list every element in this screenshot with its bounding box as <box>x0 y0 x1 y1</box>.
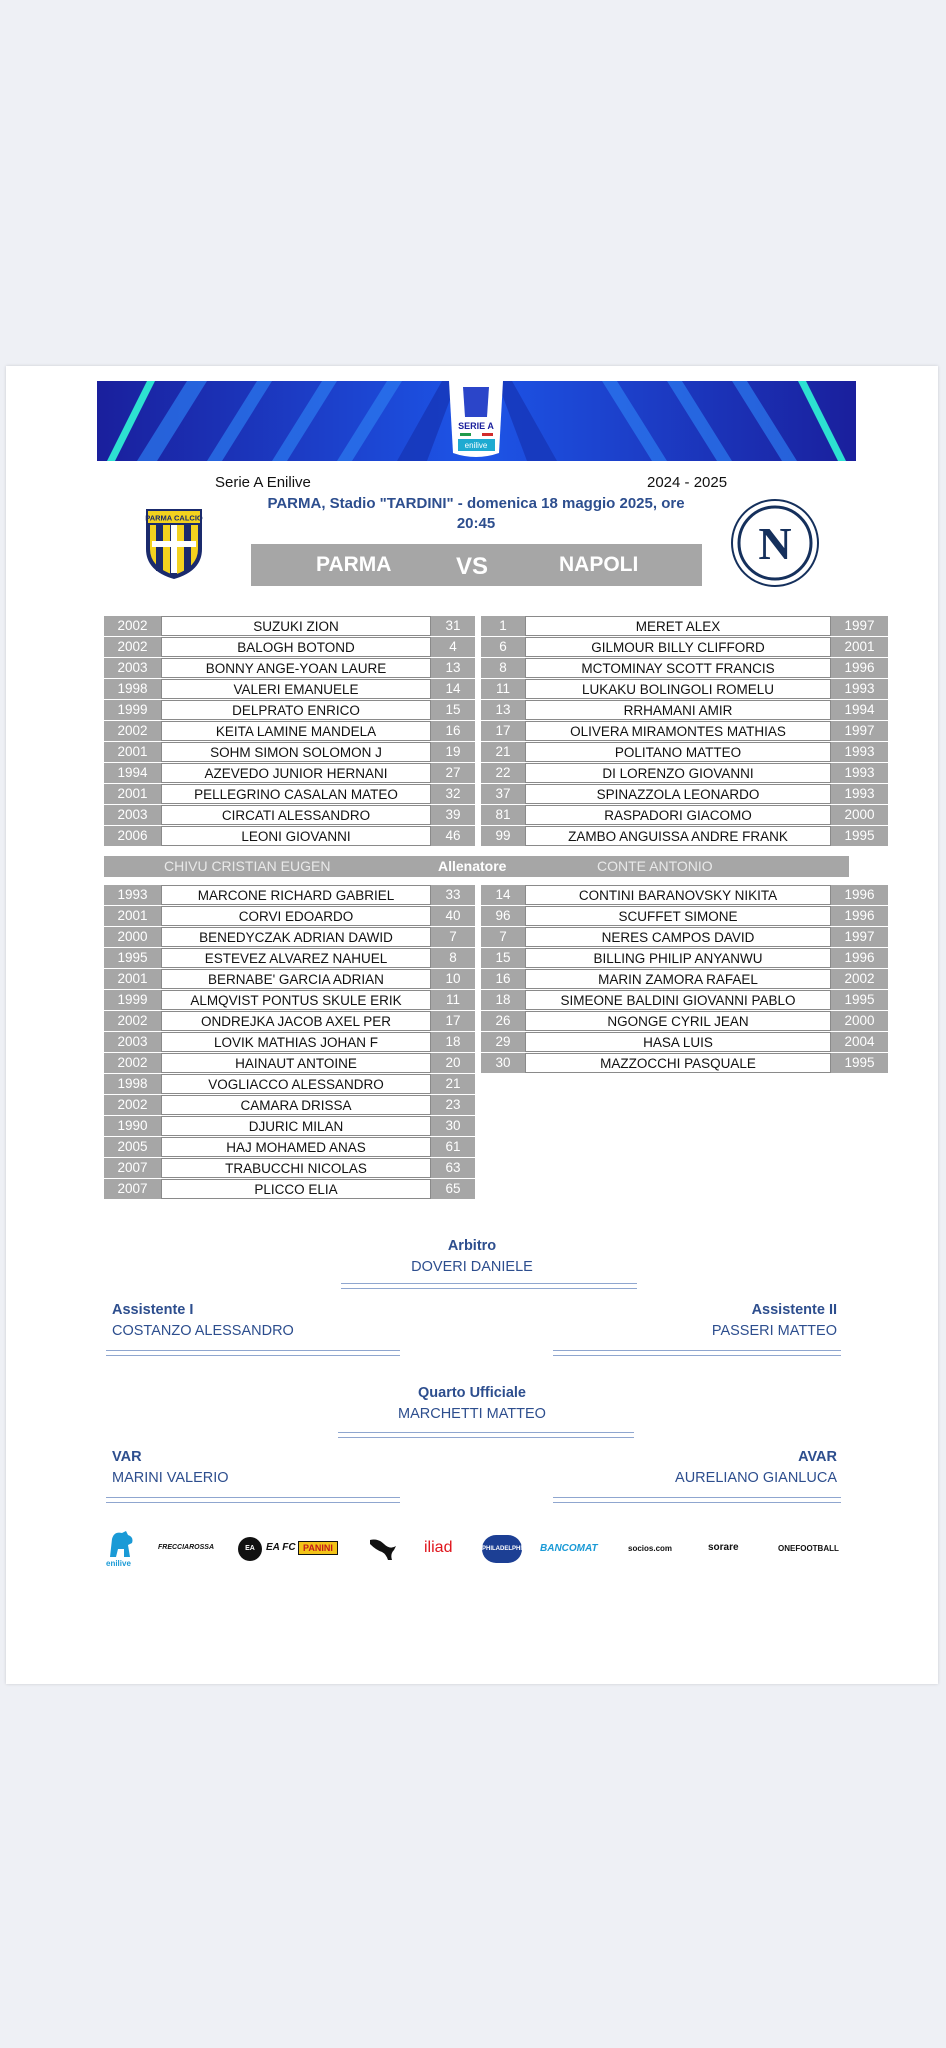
player-name: POLITANO MATTEO <box>525 742 831 762</box>
player-name: ZAMBO ANGUISSA ANDRE FRANK <box>525 826 831 846</box>
player-number: 17 <box>431 1011 475 1031</box>
sponsor-enilive: enilive <box>106 1559 131 1568</box>
player-name: OLIVERA MIRAMONTES MATHIAS <box>525 721 831 741</box>
player-number: 10 <box>431 969 475 989</box>
napoli-crest <box>730 498 820 593</box>
player-number: 13 <box>481 700 525 720</box>
var-title: VAR <box>112 1449 142 1465</box>
player-name: CORVI EDOARDO <box>161 906 431 926</box>
avar-title: AVAR <box>798 1449 837 1465</box>
player-year: 1994 <box>831 700 888 720</box>
player-name: BILLING PHILIP ANYANWU <box>525 948 831 968</box>
player-year: 1997 <box>831 721 888 741</box>
player-year: 2001 <box>831 637 888 657</box>
player-number: 23 <box>431 1095 475 1115</box>
player-name: MCTOMINAY SCOTT FRANCIS <box>525 658 831 678</box>
player-name: CAMARA DRISSA <box>161 1095 431 1115</box>
player-number: 7 <box>431 927 475 947</box>
player-name: BERNABE' GARCIA ADRIAN <box>161 969 431 989</box>
player-year: 2003 <box>104 1032 161 1052</box>
player-year: 2002 <box>104 1011 161 1031</box>
player-number: 8 <box>481 658 525 678</box>
player-number: 26 <box>481 1011 525 1031</box>
player-number: 22 <box>481 763 525 783</box>
sponsor-onefootball: ONEFOOTBALL <box>778 1544 839 1553</box>
player-year: 2000 <box>831 1011 888 1031</box>
player-number: 15 <box>431 700 475 720</box>
coach-label: Allenatore <box>438 858 507 874</box>
player-number: 4 <box>431 637 475 657</box>
var-line <box>106 1497 400 1503</box>
player-name: BENEDYCZAK ADRIAN DAWID <box>161 927 431 947</box>
player-year: 1995 <box>831 990 888 1010</box>
player-number: 17 <box>481 721 525 741</box>
player-year: 1997 <box>831 927 888 947</box>
fourth-official-line <box>338 1432 634 1438</box>
player-name: GILMOUR BILLY CLIFFORD <box>525 637 831 657</box>
player-number: 65 <box>431 1179 475 1199</box>
player-name: SPINAZZOLA LEONARDO <box>525 784 831 804</box>
sponsor-iliad: iliad <box>424 1539 453 1556</box>
player-number: 61 <box>431 1137 475 1157</box>
player-year: 1993 <box>831 763 888 783</box>
avar-line <box>553 1497 841 1503</box>
player-year: 2001 <box>104 784 161 804</box>
player-name: NGONGE CYRIL JEAN <box>525 1011 831 1031</box>
player-year: 2001 <box>104 742 161 762</box>
sponsor-socios: socios.com <box>628 1544 673 1553</box>
avar-name: AURELIANO GIANLUCA <box>675 1470 837 1486</box>
player-number: 15 <box>481 948 525 968</box>
player-name: CONTINI BARANOVSKY NIKITA <box>525 885 831 905</box>
player-name: RRHAMANI AMIR <box>525 700 831 720</box>
player-number: 30 <box>431 1116 475 1136</box>
player-name: CIRCATI ALESSANDRO <box>161 805 431 825</box>
player-name: NERES CAMPOS DAVID <box>525 927 831 947</box>
player-year: 2002 <box>104 1053 161 1073</box>
player-year: 2007 <box>104 1179 161 1199</box>
player-number: 11 <box>431 990 475 1010</box>
player-year: 2003 <box>104 805 161 825</box>
player-year: 1993 <box>831 742 888 762</box>
serie-a-banner <box>97 381 856 461</box>
player-name: LEONI GIOVANNI <box>161 826 431 846</box>
banner-logo-sub: enilive <box>464 441 488 450</box>
player-number: 8 <box>431 948 475 968</box>
assistant-1-line <box>106 1350 400 1356</box>
referee-line <box>341 1283 637 1289</box>
player-year: 2002 <box>104 616 161 636</box>
player-year: 1993 <box>831 679 888 699</box>
var-name: MARINI VALERIO <box>112 1470 229 1486</box>
player-number: 39 <box>431 805 475 825</box>
player-year: 1995 <box>104 948 161 968</box>
vs-label: VS <box>456 553 489 580</box>
player-name: BALOGH BOTOND <box>161 637 431 657</box>
player-number: 7 <box>481 927 525 947</box>
napoli-crest-letter: N <box>758 518 792 569</box>
assistant-2-name: PASSERI MATTEO <box>711 1323 837 1339</box>
player-year: 1998 <box>104 679 161 699</box>
player-name: MAZZOCCHI PASQUALE <box>525 1053 831 1073</box>
player-name: LOVIK MATHIAS JOHAN F <box>161 1032 431 1052</box>
player-name: AZEVEDO JUNIOR HERNANI <box>161 763 431 783</box>
player-number: 63 <box>431 1158 475 1178</box>
player-name: PELLEGRINO CASALAN MATEO <box>161 784 431 804</box>
player-name: VALERI EMANUELE <box>161 679 431 699</box>
player-name: DJURIC MILAN <box>161 1116 431 1136</box>
fourth-official-name: MARCHETTI MATTEO <box>398 1406 546 1422</box>
player-year: 2001 <box>104 969 161 989</box>
player-year: 2001 <box>104 906 161 926</box>
player-number: 18 <box>481 990 525 1010</box>
player-year: 2000 <box>104 927 161 947</box>
player-year: 2002 <box>831 969 888 989</box>
player-year: 2000 <box>831 805 888 825</box>
player-name: PLICCO ELIA <box>161 1179 431 1199</box>
player-number: 14 <box>431 679 475 699</box>
player-year: 2002 <box>104 1095 161 1115</box>
parma-crest <box>142 505 206 586</box>
sponsor-eafc-circle: EA <box>238 1537 262 1561</box>
sponsor-panini: PANINI <box>298 1541 338 1555</box>
enilive-dog-icon <box>106 1529 138 1559</box>
player-number: 1 <box>481 616 525 636</box>
player-year: 2002 <box>104 637 161 657</box>
player-name: SUZUKI ZION <box>161 616 431 636</box>
player-year: 1998 <box>104 1074 161 1094</box>
player-name: MERET ALEX <box>525 616 831 636</box>
venue-date <box>256 494 696 534</box>
player-year: 2007 <box>104 1158 161 1178</box>
referee-name: DOVERI DANIELE <box>411 1259 533 1275</box>
player-name: KEITA LAMINE MANDELA <box>161 721 431 741</box>
player-year: 1995 <box>831 1053 888 1073</box>
player-number: 21 <box>481 742 525 762</box>
player-name: HAINAUT ANTOINE <box>161 1053 431 1073</box>
player-name: ESTEVEZ ALVAREZ NAHUEL <box>161 948 431 968</box>
assistant-1-name: COSTANZO ALESSANDRO <box>112 1323 294 1339</box>
player-year: 1999 <box>104 700 161 720</box>
player-name: ALMQVIST PONTUS SKULE ERIK <box>161 990 431 1010</box>
player-number: 96 <box>481 906 525 926</box>
player-year: 1993 <box>831 784 888 804</box>
away-coach: CONTE ANTONIO <box>597 858 713 874</box>
fourth-official-title: Quarto Ufficiale <box>418 1385 526 1401</box>
player-number: 33 <box>431 885 475 905</box>
player-number: 11 <box>481 679 525 699</box>
player-name: ONDREJKA JACOB AXEL PER <box>161 1011 431 1031</box>
assistant-2-title: Assistente II <box>751 1302 837 1318</box>
player-name: DELPRATO ENRICO <box>161 700 431 720</box>
sponsor-bancomat: BANCOMAT <box>540 1543 598 1554</box>
player-year: 1997 <box>831 616 888 636</box>
player-name: RASPADORI GIACOMO <box>525 805 831 825</box>
player-number: 81 <box>481 805 525 825</box>
player-year: 2005 <box>104 1137 161 1157</box>
away-team-name: NAPOLI <box>559 553 639 576</box>
player-name: HASA LUIS <box>525 1032 831 1052</box>
player-number: 16 <box>431 721 475 741</box>
referee-title: Arbitro <box>447 1238 497 1254</box>
assistant-1-title: Assistente I <box>112 1302 194 1318</box>
match-sheet <box>6 366 938 1684</box>
match-bar <box>251 544 702 586</box>
player-number: 16 <box>481 969 525 989</box>
player-year: 2002 <box>104 721 161 741</box>
player-year: 1993 <box>104 885 161 905</box>
player-number: 46 <box>431 826 475 846</box>
venue-line-2: 20:45 <box>456 515 496 532</box>
player-name: SOHM SIMON SOLOMON J <box>161 742 431 762</box>
venue-line-1: PARMA, Stadio "TARDINI" - domenica 18 maggio 2025, ore <box>267 495 685 512</box>
parma-crest-text: PARMA CALCIO <box>145 513 203 523</box>
player-year: 1996 <box>831 885 888 905</box>
player-number: 32 <box>431 784 475 804</box>
assistant-2-line <box>553 1350 841 1356</box>
home-team-name: PARMA <box>316 553 392 576</box>
coach-bar <box>104 856 849 877</box>
puma-icon <box>368 1536 398 1562</box>
player-year: 1996 <box>831 658 888 678</box>
player-name: DI LORENZO GIOVANNI <box>525 763 831 783</box>
sponsor-frecciarossa: FRECCIAROSSA <box>158 1544 215 1551</box>
player-number: 20 <box>431 1053 475 1073</box>
player-year: 1995 <box>831 826 888 846</box>
player-number: 27 <box>431 763 475 783</box>
player-name: MARIN ZAMORA RAFAEL <box>525 969 831 989</box>
sponsor-philadelphia: PHILADELPHIA <box>482 1535 522 1563</box>
sponsor-strip <box>104 1529 854 1579</box>
player-number: 18 <box>431 1032 475 1052</box>
player-number: 21 <box>431 1074 475 1094</box>
player-number: 19 <box>431 742 475 762</box>
player-name: MARCONE RICHARD GABRIEL <box>161 885 431 905</box>
player-number: 6 <box>481 637 525 657</box>
player-number: 40 <box>431 906 475 926</box>
player-year: 1994 <box>104 763 161 783</box>
player-number: 13 <box>431 658 475 678</box>
player-number: 99 <box>481 826 525 846</box>
player-name: LUKAKU BOLINGOLI ROMELU <box>525 679 831 699</box>
player-year: 1996 <box>831 948 888 968</box>
player-name: BONNY ANGE-YOAN LAURE <box>161 658 431 678</box>
player-name: TRABUCCHI NICOLAS <box>161 1158 431 1178</box>
home-coach: CHIVU CRISTIAN EUGEN <box>164 858 331 874</box>
player-year: 1996 <box>831 906 888 926</box>
player-name: SCUFFET SIMONE <box>525 906 831 926</box>
season: 2024 - 2025 <box>647 474 728 491</box>
player-number: 31 <box>431 616 475 636</box>
player-name: VOGLIACCO ALESSANDRO <box>161 1074 431 1094</box>
player-number: 30 <box>481 1053 525 1073</box>
player-year: 2003 <box>104 658 161 678</box>
sponsor-sorare: sorare <box>708 1542 739 1553</box>
player-number: 14 <box>481 885 525 905</box>
player-number: 29 <box>481 1032 525 1052</box>
player-year: 1990 <box>104 1116 161 1136</box>
player-name: HAJ MOHAMED ANAS <box>161 1137 431 1157</box>
banner-logo-text: SERIE A <box>458 421 494 431</box>
player-year: 1999 <box>104 990 161 1010</box>
player-year: 2006 <box>104 826 161 846</box>
competition-name: Serie A Enilive <box>215 474 311 491</box>
player-number: 37 <box>481 784 525 804</box>
player-year: 2004 <box>831 1032 888 1052</box>
sponsor-eafc: EA FC <box>266 1542 296 1553</box>
player-name: SIMEONE BALDINI GIOVANNI PABLO <box>525 990 831 1010</box>
